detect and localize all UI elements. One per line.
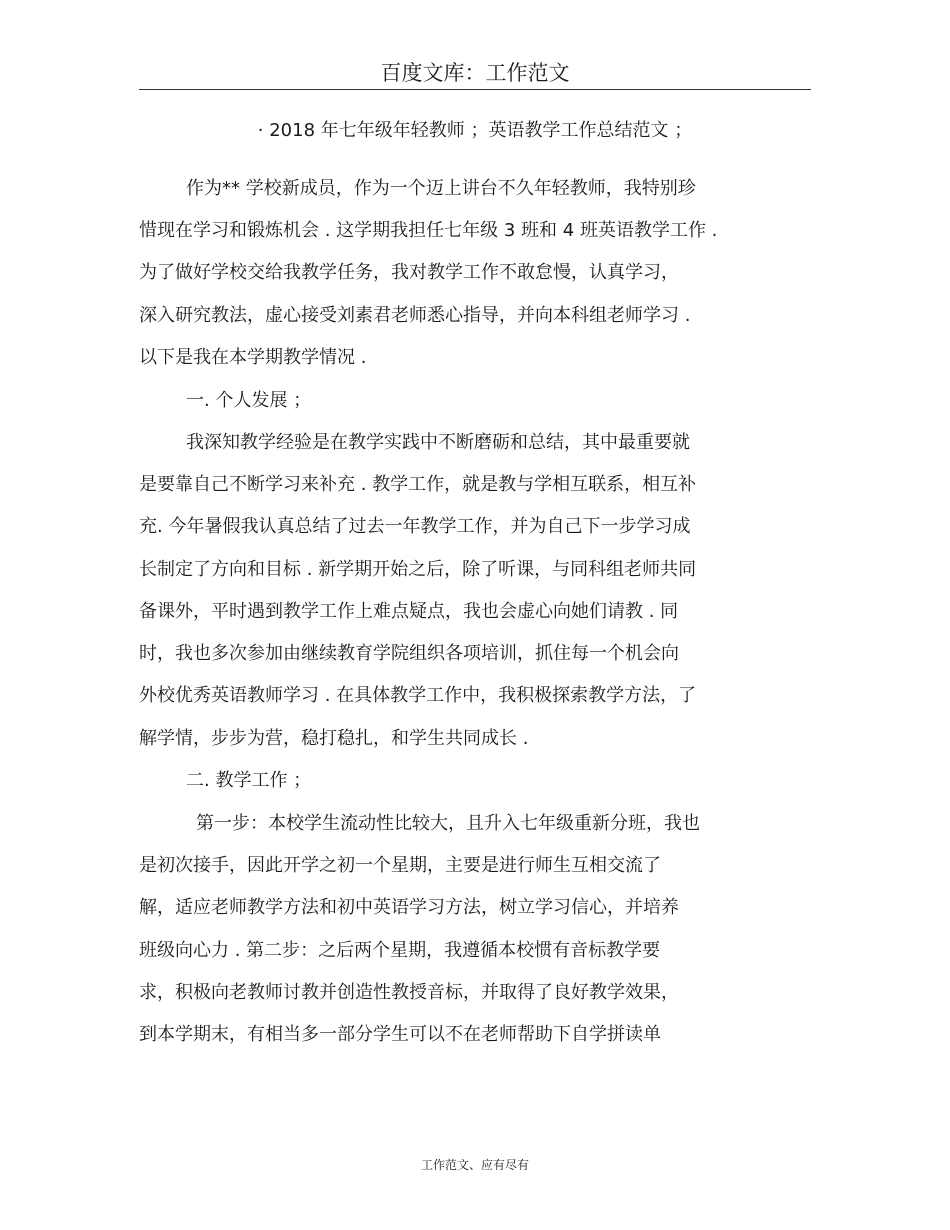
body-line: 时，我也多次参加由继续教育学院组织各项培训，抓住每一个机会向 [139, 643, 679, 664]
body-line: 解，适应老师教学方法和初中英语学习方法，树立学习信心，并培养 [139, 897, 679, 918]
body-line: 到本学期末，有相当多一部分学生可以不在老师帮助下自学拼读单 [139, 1024, 661, 1045]
section-heading: 一. 个人发展 ； [186, 390, 312, 411]
body-line: 是初次接手，因此开学之初一个星期，主要是进行师生互相交流了 [139, 855, 661, 876]
body-line: 以下是我在本学期教学情况 . [139, 347, 367, 368]
body-line: 作为** 学校新成员，作为一个迈上讲台不久年轻教师，我特别珍 [186, 178, 696, 199]
body-line: 班级向心力 . 第二步：之后两个星期，我遵循本校惯有音标教学要 [139, 940, 661, 961]
body-line: 外校优秀英语教师学习 . 在具体教学工作中，我积极探索教学方法，了 [139, 685, 697, 706]
body-line: 解学情，步步为营，稳打稳扎，和学生共同成长 . [139, 728, 529, 749]
body-line: 长制定了方向和目标 . 新学期开始之后，除了听课，与同科组老师共同 [139, 559, 697, 580]
section-heading: 二. 教学工作 ； [186, 770, 312, 791]
body-line: 第一步：本校学生流动性比较大，且升入七年级重新分班，我也 [196, 813, 700, 834]
body-line: 为了做好学校交给我教学任务，我对教学工作不敢怠慢，认真学习， [139, 262, 679, 283]
body-line: 是要靠自己不断学习来补充 . 教学工作，就是教与学相互联系，相互补 [139, 474, 697, 495]
page-header-title: 百度文库：工作范文 [380, 61, 570, 85]
page-footer: 工作范文、应有尽有 [420, 1158, 529, 1172]
document-title: · 2018 年七年级年轻教师 ；英语教学工作总结范文 ； [257, 120, 693, 141]
body-line: 备课外，平时遇到教学工作上难点疑点，我也会虚心向她们请教 . 同 [139, 601, 679, 622]
body-line: 求，积极向老教师讨教并创造性教授音标，并取得了良好教学效果， [139, 982, 679, 1003]
body-line: 深入研究教法，虚心接受刘素君老师悉心指导，并向本科组老师学习 . [139, 305, 691, 326]
body-line: 惜现在学习和锻炼机会 . 这学期我担任七年级 3 班和 4 班英语教学工作 . [139, 220, 718, 241]
body-line: 充. 今年暑假我认真总结了过去一年教学工作，并为自己下一步学习成 [139, 516, 691, 537]
body-line: 我深知教学经验是在教学实践中不断磨砺和总结，其中最重要就 [186, 432, 690, 453]
header-divider [139, 89, 811, 90]
